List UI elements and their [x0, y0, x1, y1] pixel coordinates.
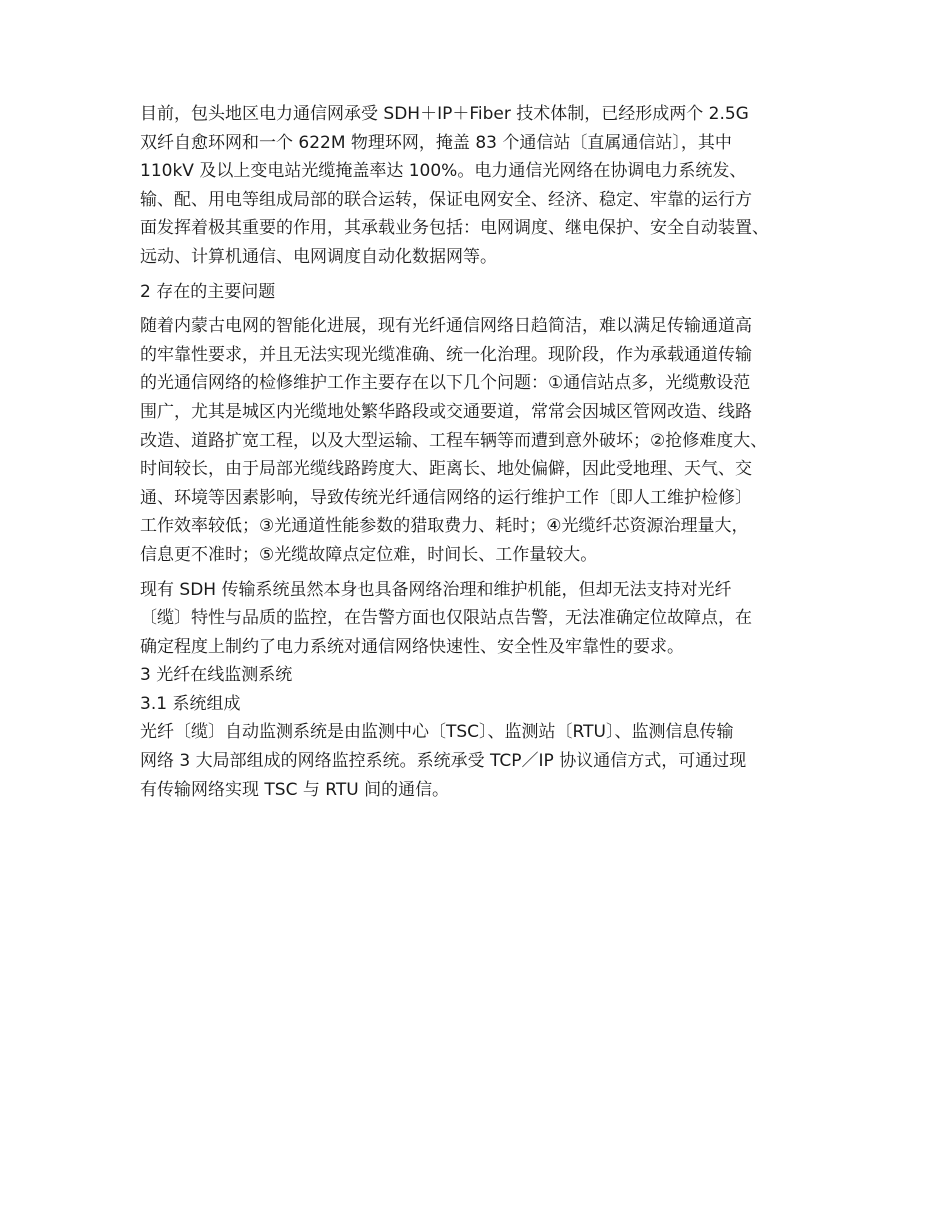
paragraph-sdh	[140, 576, 820, 662]
text-line: 信息更不准时；⑤光缆故障点定位难，时间长、工作量较大。	[140, 544, 598, 565]
text-line: 110kV 及以上变电站光缆掩盖率达 100%。电力通信光网络在协调电力系统发、	[140, 161, 747, 182]
text-line: 输、配、用电等组成局部的联合运转，保证电网安全、经济、稳定、牢靠的运行方	[140, 189, 752, 210]
paragraph-intro	[140, 100, 820, 272]
text-line: 目前，包头地区电力通信网承受 SDH＋IP＋Fiber 技术体制，已经形成两个 2.5G	[140, 104, 749, 124]
text-line: 改造、道路扩宽工程，以及大型运输、工程车辆等而遭到意外破坏；②抢修难度大、	[140, 430, 768, 451]
section-heading-3: 3 光纤在线监测系统	[140, 665, 293, 686]
text-line: 通、环境等因素影响，导致传统光纤通信网络的运行维护工作〔即人工维护检修〕	[140, 487, 752, 508]
text-line: 时间较长，由于局部光缆线路跨度大、距离长、地处偏僻，因此受地理、天气、交	[140, 459, 752, 480]
text-line: 远动、计算机通信、电网调度自动化数据网等。	[140, 246, 497, 267]
text-line: 的光通信网络的检修维护工作主要存在以下几个问题：①通信站点多，光缆敷设范	[140, 373, 751, 394]
text-line: 现有 SDH 传输系统虽然本身也具备网络治理和维护机能，但却无法支持对光纤	[140, 579, 732, 600]
section-heading-2: 2 存在的主要问题	[140, 281, 276, 302]
paragraph-system	[140, 718, 820, 804]
text-line: 确定程度上制约了电力系统对通信网络快速性、安全性及牢靠性的要求。	[140, 636, 684, 657]
text-line: 的牢靠性要求，并且无法实现光缆准确、统一化治理。现阶段，作为承载通道传输	[140, 344, 752, 365]
document-body	[140, 100, 820, 804]
text-line: 围广，尤其是城区内光缆地处繁华路段或交通要道，常常会因城区管网改造、线路	[140, 401, 752, 422]
text-line: 双纤自愈环网和一个 622M 物理环网，掩盖 83 个通信站〔直属通信站〕，其中	[140, 132, 732, 153]
text-line: 工作效率较低；③光通道性能参数的猎取费力、耗时；④光缆纤芯资源治理量大，	[140, 516, 749, 537]
section-heading-3-1: 3.1 系统组成	[140, 693, 241, 714]
text-line: 〔缆〕特性与品质的监控，在告警方面也仅限站点告警，无法准确定位故障点，在	[140, 608, 752, 629]
text-line: 光纤〔缆〕自动监测系统是由监测中心〔TSC〕、监测站〔RTU〕、监测信息传输	[140, 722, 734, 743]
text-line: 网络 3 大局部组成的网络监控系统。系统承受 TCP／IP 协议通信方式，可通过现	[140, 751, 747, 772]
text-line: 随着内蒙古电网的智能化进展，现有光纤通信网络日趋简洁，难以满足传输通道高	[140, 316, 752, 337]
text-line: 面发挥着极其重要的作用，其承载业务包括：电网调度、继电保护、安全自动装置、	[140, 218, 769, 239]
paragraph-problems	[140, 312, 820, 569]
text-line: 有传输网络实现 TSC 与 RTU 间的通信。	[140, 779, 450, 800]
